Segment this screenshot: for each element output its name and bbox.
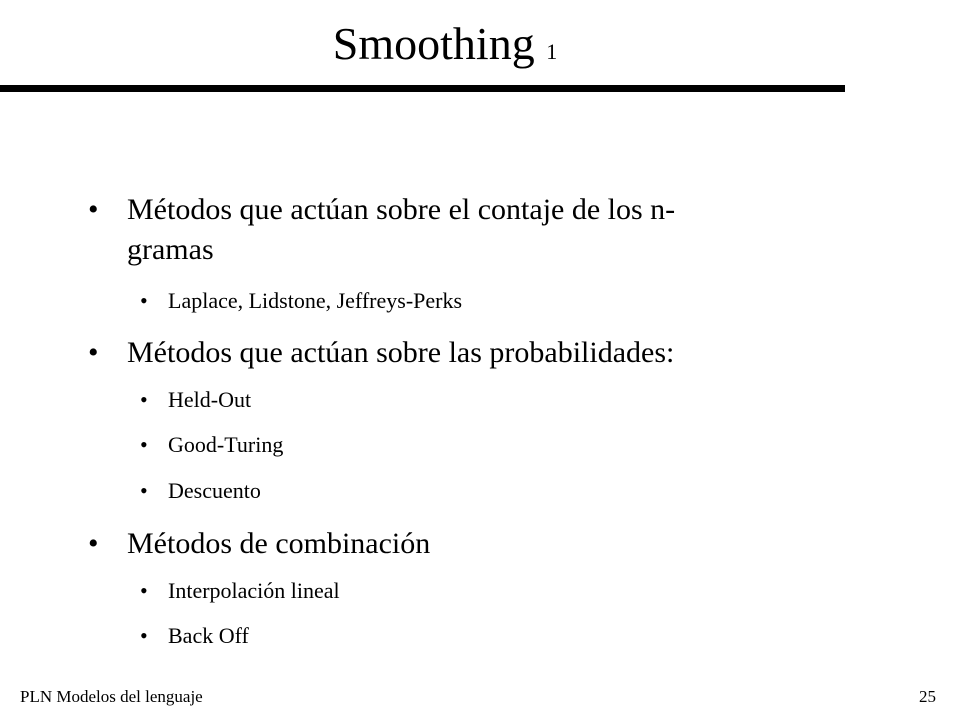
bullet-icon: • bbox=[140, 478, 148, 503]
bullet-icon: • bbox=[140, 288, 148, 313]
slide-title-text: Smoothing bbox=[332, 18, 535, 69]
bullet-icon: • bbox=[140, 578, 148, 603]
bullet-text-line: gramas bbox=[127, 233, 214, 266]
bullet-text: Held-Out bbox=[168, 387, 252, 412]
bullet-text: Descuento bbox=[168, 478, 261, 503]
footer-course-label: PLN Modelos del lenguaje bbox=[20, 687, 203, 706]
bullet-text: Métodos que actúan sobre las probabilidades: bbox=[127, 336, 675, 369]
bullet-icon: • bbox=[88, 193, 99, 226]
bullet-text: Laplace, Lidstone, Jeffreys-Perks bbox=[168, 288, 463, 313]
bullet-icon: • bbox=[140, 623, 148, 648]
bullet-text: Métodos de combinación bbox=[127, 527, 431, 560]
bullet-icon: • bbox=[140, 387, 148, 412]
footer-page-number: 25 bbox=[919, 687, 936, 706]
bullet-icon: • bbox=[88, 336, 99, 369]
bullet-icon: • bbox=[88, 527, 99, 560]
bullet-text: Good-Turing bbox=[168, 432, 284, 457]
bullet-text: Interpolación lineal bbox=[168, 578, 340, 603]
bullet-icon: • bbox=[140, 432, 148, 457]
slide-title-number: 1 bbox=[546, 39, 558, 64]
bullet-text: Back Off bbox=[168, 623, 249, 648]
bullet-text-line: Métodos que actúan sobre el contaje de los n- bbox=[127, 193, 676, 226]
